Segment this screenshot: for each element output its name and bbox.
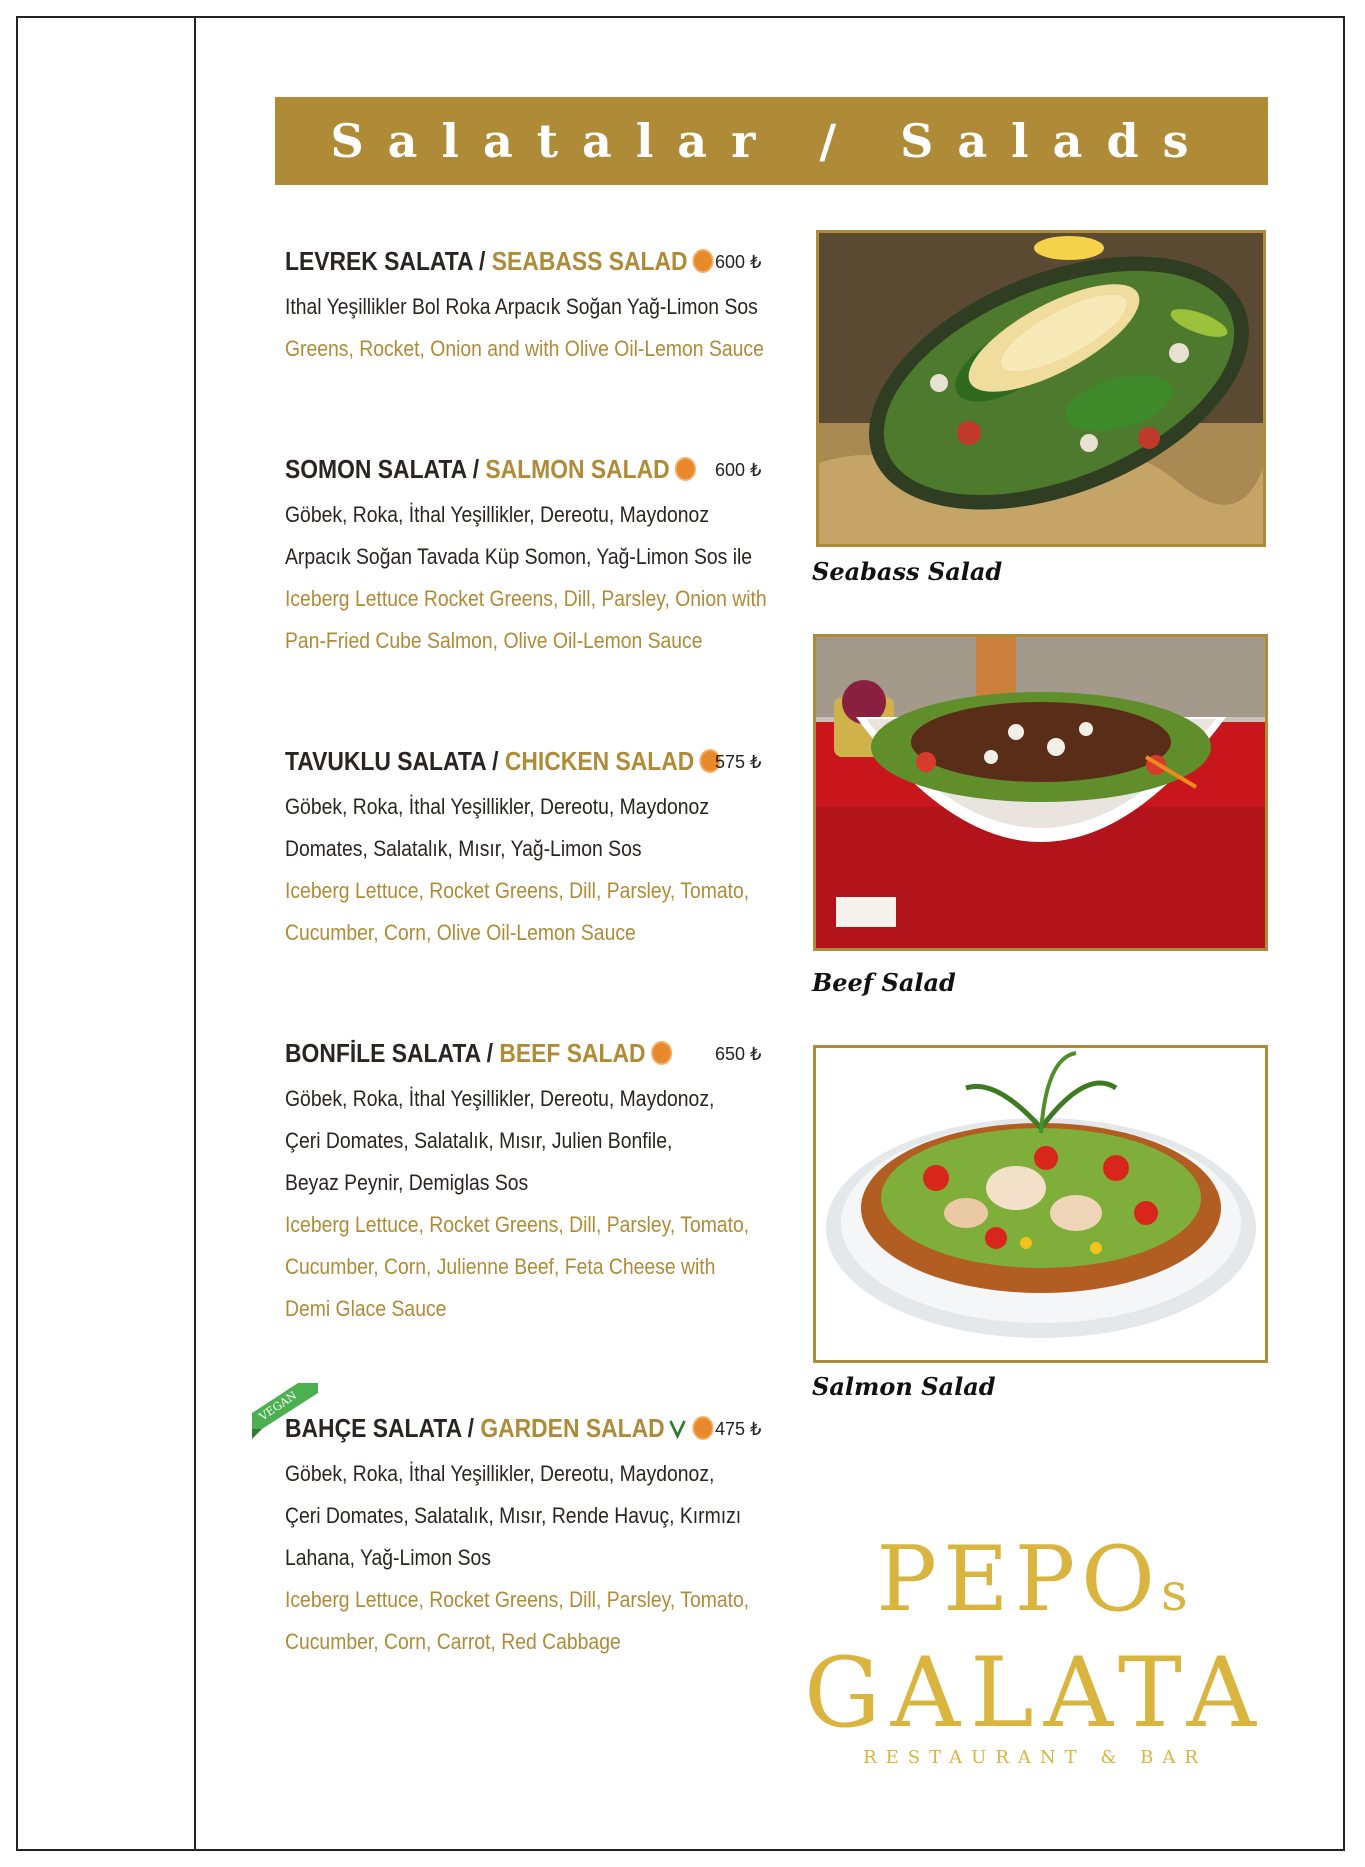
logo-tagline: RESTAURANT & BAR: [863, 1747, 1207, 1768]
logo-line1-suffix: s: [1160, 1563, 1194, 1623]
item-desc-tr: Çeri Domates, Salatalık, Mısır, Julien Bonfile,: [285, 1128, 673, 1153]
item-name-tr: SOMON SALATA /: [285, 454, 486, 484]
item-desc-tr: Göbek, Roka, İthal Yeşillikler, Dereotu, Maydonoz: [285, 794, 710, 819]
item-desc-en: Demi Glace Sauce: [285, 1296, 447, 1321]
item-price: 600 ₺: [715, 460, 762, 480]
item-name-tr: BONFİLE SALATA /: [285, 1038, 500, 1068]
item-name-tr: TAVUKLU SALATA /: [285, 746, 505, 776]
item-desc-tr: Göbek, Roka, İthal Yeşillikler, Dereotu, Maydonoz: [285, 502, 710, 527]
section-title: Salatalar / Salads: [330, 114, 1213, 168]
item-desc-en: Greens, Rocket, Onion and with Olive Oil-Lemon Sauce: [285, 336, 764, 361]
item-header: [285, 1409, 805, 1453]
chef-badge-icon: [693, 249, 714, 273]
item-desc-en: Pan-Fried Cube Salmon, Olive Oil-Lemon Sauce: [285, 628, 703, 653]
item-price: 575 ₺: [715, 752, 762, 772]
item-desc-en: Cucumber, Corn, Julienne Beef, Feta Cheese with: [285, 1254, 716, 1279]
chef-badge-icon: [651, 1041, 672, 1065]
item-header: [285, 450, 805, 494]
item-desc-tr: Göbek, Roka, İthal Yeşillikler, Dereotu, Maydonoz,: [285, 1461, 715, 1486]
logo-line2: GALATA: [804, 1637, 1266, 1749]
item-name-en: SEABASS SALAD: [491, 246, 688, 276]
item-desc-en: Cucumber, Corn, Olive Oil-Lemon Sauce: [285, 920, 636, 945]
item-desc-tr: Ithal Yeşillikler Bol Roka Arpacık Soğan Yağ-Limon Sos: [285, 294, 758, 319]
beef-salad-photo: [813, 634, 1268, 951]
item-header: [285, 1034, 805, 1078]
item-desc-en: Iceberg Lettuce, Rocket Greens, Dill, Parsley, Tomato,: [285, 1212, 750, 1237]
item-desc-tr: Lahana, Yağ-Limon Sos: [285, 1545, 491, 1570]
item-name-tr: LEVREK SALATA /: [285, 246, 492, 276]
left-margin-rule: [194, 16, 196, 1851]
menu-item-salmon: [285, 450, 805, 662]
vegan-v-icon: [668, 1417, 687, 1439]
chef-badge-icon: [693, 1416, 714, 1440]
chef-badge-icon: [675, 457, 696, 481]
item-header: [285, 242, 805, 286]
item-price: 650 ₺: [715, 1044, 762, 1064]
menu-item-beef: [285, 1034, 805, 1330]
item-desc-en: Iceberg Lettuce, Rocket Greens, Dill, Parsley, Tomato,: [285, 878, 750, 903]
item-desc-tr: Arpacık Soğan Tavada Küp Somon, Yağ-Limon Sos ile: [285, 544, 753, 569]
item-desc-tr: Çeri Domates, Salatalık, Mısır, Rende Havuç, Kırmızı: [285, 1503, 742, 1528]
vegan-label: VEGAN: [256, 1388, 300, 1424]
item-name-en: GARDEN SALAD: [480, 1413, 665, 1443]
restaurant-logo: [800, 1527, 1270, 1768]
item-price: 600 ₺: [715, 252, 762, 272]
item-price: 475 ₺: [715, 1419, 762, 1439]
photo-caption: Seabass Salad: [812, 557, 1003, 586]
seabass-salad-photo: [816, 230, 1266, 547]
item-name-en: BEEF SALAD: [499, 1038, 646, 1068]
item-desc-en: Iceberg Lettuce Rocket Greens, Dill, Parsley, Onion with: [285, 586, 767, 611]
item-header: [285, 742, 805, 786]
photo-caption: Beef Salad: [812, 968, 956, 997]
section-banner: [275, 97, 1268, 185]
salmon-salad-photo: [813, 1045, 1268, 1363]
item-desc-tr: Göbek, Roka, İthal Yeşillikler, Dereotu, Maydonoz,: [285, 1086, 715, 1111]
menu-item-chicken: [285, 742, 805, 954]
photo-caption: Salmon Salad: [812, 1372, 996, 1401]
item-desc-tr: Domates, Salatalık, Mısır, Yağ-Limon Sos: [285, 836, 642, 861]
menu-item-garden: [285, 1409, 805, 1663]
item-name-tr: BAHÇE SALATA /: [285, 1413, 481, 1443]
item-desc-en: Iceberg Lettuce, Rocket Greens, Dill, Parsley, Tomato,: [285, 1587, 750, 1612]
item-desc-en: Cucumber, Corn, Carrot, Red Cabbage: [285, 1629, 621, 1654]
logo-line1: PEPO: [876, 1527, 1161, 1632]
menu-item-seabass: [285, 242, 805, 370]
item-name-en: CHICKEN SALAD: [504, 746, 695, 776]
item-desc-tr: Beyaz Peynir, Demiglas Sos: [285, 1170, 529, 1195]
item-name-en: SALMON SALAD: [485, 454, 670, 484]
